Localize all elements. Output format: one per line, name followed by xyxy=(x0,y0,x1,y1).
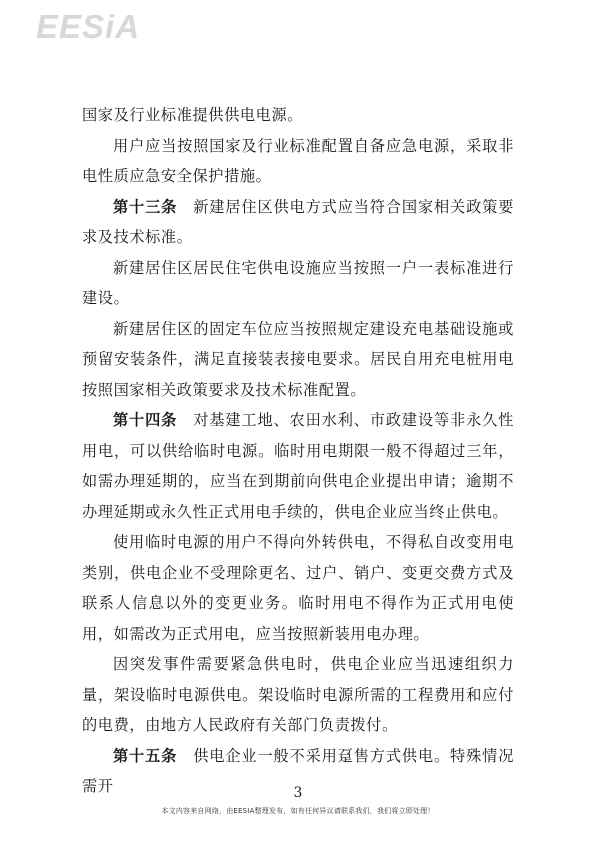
paragraph xyxy=(82,100,514,131)
document-body xyxy=(82,100,514,802)
footer-notice: 本文内容来自网络，由EESIA整理发布，如有任何异议请联系我们，我们将立即处理！ xyxy=(161,807,435,815)
paragraph-text: 对基建工地、农田水利、市政建设等非永久性用电，可以供给临时电源。临时用电期限一般不得超过三年，如需办理延期的，应当在到期前向供电企业提出申请；逾期不办理延期或永久性正式用电手续的，供电企业应当终止供电。 xyxy=(82,411,514,521)
paragraph xyxy=(82,131,514,192)
paragraph-text: 新建居住区的固定车位应当按照规定建设充电基础设施或预留安装条件，满足直接装表接电要求。居民自用充电桩用电按照国家相关政策要求及技术标准配置。 xyxy=(82,319,514,399)
article-label: 第十四条 xyxy=(113,411,178,429)
paragraph-text: 新建居住区供电方式应当符合国家相关政策要求及技术标准。 xyxy=(82,197,514,246)
article-13 xyxy=(82,192,514,253)
paragraph-text: 新建居住区居民住宅供电设施应当按照一户一表标准进行建设。 xyxy=(82,258,514,307)
paragraph xyxy=(82,314,514,406)
article-14 xyxy=(82,405,514,527)
paragraph-text: 使用临时电源的用户不得向外转供电，不得私自改变用电类别，供电企业不受理除更名、过户、销户、变更交费方式及联系人信息以外的变更业务。临时用电不得作为正式用电使用，如需改为正式用电，应当按照新装用电办理。 xyxy=(82,533,514,643)
paragraph-text: 用户应当按照国家及行业标准配置自备应急电源，采取非电性质应急安全保护措施。 xyxy=(82,136,514,185)
eesia-logo: EESiA xyxy=(36,8,141,45)
paragraph-text: 因突发事件需要紧急供电时，供电企业应当迅速组织力量，架设临时电源供电。架设临时电源所需的工程费用和应付的电费，由地方人民政府有关部门负责拨付。 xyxy=(82,655,514,734)
paragraph-text: 国家及行业标准提供供电电源。 xyxy=(82,106,304,124)
paragraph xyxy=(82,253,514,314)
article-label: 第十五条 xyxy=(113,746,178,765)
paragraph xyxy=(82,649,514,741)
paragraph xyxy=(82,527,514,649)
paragraph-text: 供电企业一般不采用趸售方式供电。特殊情况需开 xyxy=(82,746,514,795)
article-label: 第十三条 xyxy=(113,197,178,216)
page-number: 3 xyxy=(293,785,303,801)
